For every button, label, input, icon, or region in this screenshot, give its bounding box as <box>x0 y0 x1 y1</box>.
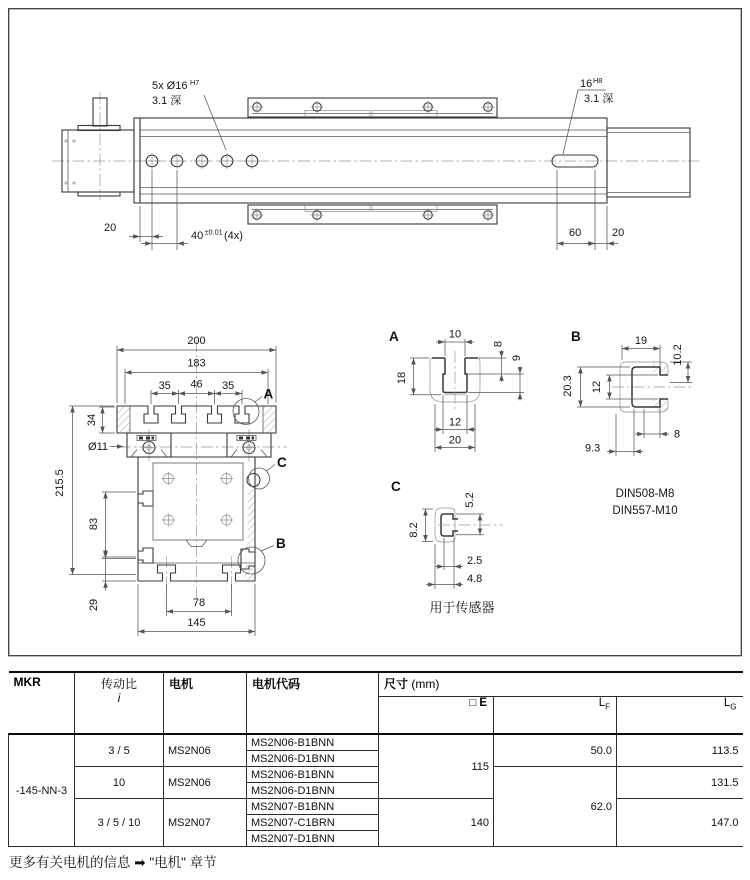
lg-value: 147.0 <box>617 799 743 847</box>
lf-value: 62.0 <box>494 767 617 847</box>
dim-46: 46 <box>190 378 203 391</box>
mkr-value: -145-NN-3 <box>9 734 75 847</box>
header-ratio-text: 传动比 <box>100 677 137 691</box>
table-row <box>9 799 743 815</box>
motor-value: MS2N06 <box>164 767 247 799</box>
spec-table-section <box>8 671 742 847</box>
detail-c-dim-4-8: 4.8 <box>467 573 483 585</box>
motor-code-value: MS2N07-D1BNN <box>247 831 379 847</box>
header-ratio <box>75 672 164 734</box>
detail-b-label: B <box>571 329 581 344</box>
motor-code-value: MS2N07-B1BNN <box>247 799 379 815</box>
header-dims-unit: (mm) <box>411 677 440 691</box>
callout-slot-depth: 3.1 深 <box>584 93 614 105</box>
ratio-value: 3 / 5 <box>75 734 164 767</box>
detail-b <box>562 329 694 517</box>
motor-code-value: MS2N06-B1BNN <box>247 767 379 783</box>
table-row <box>9 767 743 783</box>
detail-a-dim-20: 20 <box>448 434 462 447</box>
header-lf: $L_F$ <box>494 696 617 734</box>
dim-20-left: 20 <box>104 222 117 234</box>
dim-40-count: (4x) <box>224 230 243 242</box>
detail-c-dim-2-5: 2.5 <box>467 555 483 567</box>
balloon-b-label: B <box>276 536 286 551</box>
din-note-1: DIN508-M8 <box>615 488 675 500</box>
dim-29: 29 <box>88 598 100 612</box>
header-mkr: MKR <box>9 672 75 734</box>
dim-215-5: 215.5 <box>54 469 66 497</box>
detail-c <box>391 479 503 615</box>
bearing-blocks <box>127 433 271 457</box>
ratio-value: 3 / 5 / 10 <box>75 799 164 847</box>
detail-a-dim-18: 18 <box>396 371 408 385</box>
detail-b-dim-12: 12 <box>591 380 603 394</box>
dim-20-right: 20 <box>612 227 625 239</box>
carriage-top-plate <box>248 98 497 117</box>
callout-slot-sup: H8 <box>593 76 603 85</box>
callout-holes-text: 5x Ø16 <box>152 80 188 92</box>
dim-35-right: 35 <box>222 380 235 392</box>
detail-c-dim-5-2: 5.2 <box>464 492 476 508</box>
motor-value: MS2N06 <box>164 734 247 767</box>
dim-78: 78 <box>192 597 206 609</box>
hatch-right-end <box>264 407 276 433</box>
detail-a-dim-9: 9 <box>511 354 523 362</box>
slot-callout <box>563 76 613 154</box>
motor-spec-table <box>8 671 743 847</box>
header-dimensions <box>379 672 743 696</box>
balloon-a-label: A <box>263 386 274 402</box>
dim-200: 200 <box>187 335 206 347</box>
detail-a-dim-8: 8 <box>492 340 505 348</box>
balloon-c-label: C <box>277 455 287 470</box>
dim-diameter-11: Ø11 <box>88 441 108 453</box>
hole-callout <box>152 78 226 150</box>
footer-note: 更多有关电机的信息 ➡ "电机" 章节 <box>9 855 217 870</box>
end-block <box>607 128 690 197</box>
cavity-screw-holes <box>162 472 233 527</box>
e-value: 140 <box>379 799 494 847</box>
top-view-dimensions-right <box>557 170 624 250</box>
dim-34: 34 <box>86 413 98 427</box>
dim-83: 83 <box>88 517 100 531</box>
detail-b-dim-10-2: 10.2 <box>672 344 684 366</box>
header-dims-label: 尺寸 <box>384 677 409 691</box>
motor-value: MS2N07 <box>164 799 247 847</box>
detail-c-dim-8-2: 8.2 <box>408 522 420 538</box>
e-value: 115 <box>379 734 494 799</box>
rail-section <box>138 457 260 581</box>
dim-145: 145 <box>187 617 206 629</box>
detail-b-dim-20-3: 20.3 <box>562 375 574 397</box>
table-row <box>9 734 743 751</box>
top-view-dimensions-left <box>104 170 243 250</box>
detail-a-dim-10: 10 <box>448 328 462 341</box>
cross-section <box>54 335 287 636</box>
motor-code-value: MS2N06-D1BNN <box>247 783 379 799</box>
din-note-2: DIN557-M10 <box>612 505 678 517</box>
detail-c-caption: 用于传感器 <box>429 600 495 615</box>
dim-35-left: 35 <box>158 380 171 392</box>
detail-a-label: A <box>389 329 399 344</box>
motor <box>62 98 140 203</box>
header-lg: $L_G$ <box>617 696 743 734</box>
dim-183: 183 <box>187 357 206 370</box>
callout-slot-text: 16 <box>580 78 593 90</box>
detail-b-dim-19: 19 <box>634 335 648 347</box>
lg-value: 113.5 <box>617 734 743 767</box>
detail-a-dimensions <box>396 329 524 453</box>
detail-b-dim-8: 8 <box>674 428 681 441</box>
hatch-right-wall <box>248 489 255 545</box>
detail-a-dim-12: 12 <box>448 416 462 429</box>
header-motor-code: 电机代码 <box>247 672 379 734</box>
dim-40: 40 <box>191 230 204 242</box>
top-view <box>52 76 702 250</box>
carriage-bottom-plate <box>248 205 497 224</box>
callout-holes-sup: H7 <box>190 78 200 87</box>
lf-value: 50.0 <box>494 734 617 767</box>
motor-code-value: MS2N06-D1BNN <box>247 751 379 767</box>
callout-holes-depth: 3.1 深 <box>152 95 182 107</box>
lg-value: 131.5 <box>617 767 743 799</box>
header-e: □ E <box>379 696 494 734</box>
header-ratio-symbol: i <box>117 693 121 705</box>
header-motor: 电机 <box>164 672 247 734</box>
dim-60: 60 <box>569 227 582 239</box>
detail-b-dim-9-3: 9.3 <box>585 442 601 455</box>
motor-code-value: MS2N06-B1BNN <box>247 734 379 751</box>
rail-body <box>140 118 607 203</box>
motor-code-value: MS2N07-C1BRN <box>247 815 379 831</box>
detail-b-dimensions <box>562 335 692 456</box>
detail-c-label: C <box>391 479 401 494</box>
ratio-value: 10 <box>75 767 164 799</box>
detail-a <box>389 329 524 453</box>
hatch-left-end <box>118 407 130 433</box>
detail-c-dimensions <box>408 492 484 589</box>
dim-40-tolerance: ±0.01 <box>204 227 223 237</box>
